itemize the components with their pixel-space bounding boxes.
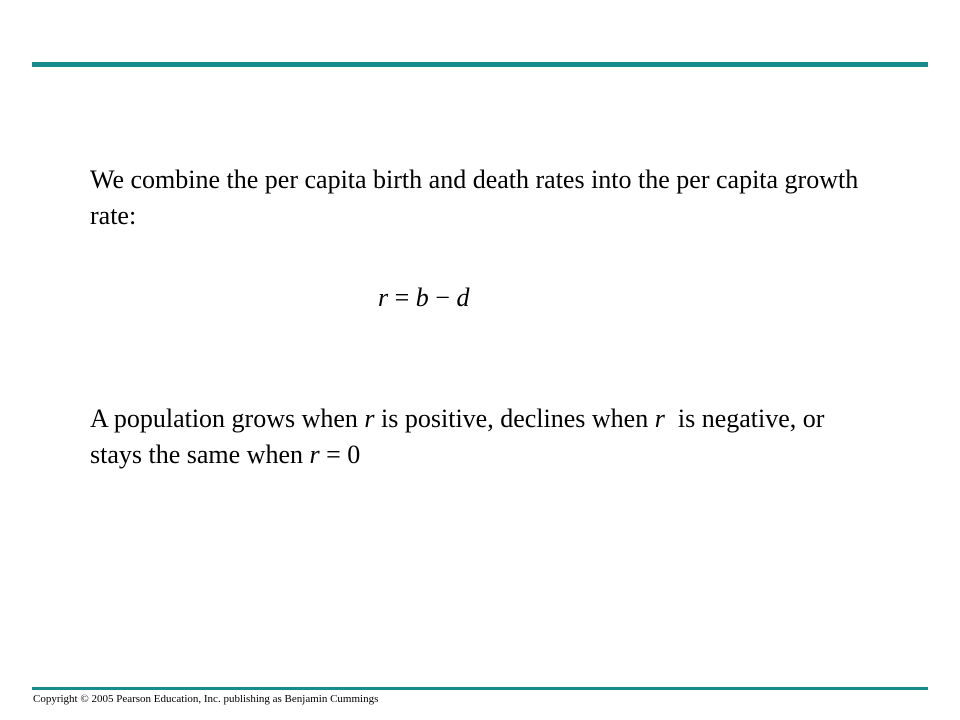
intro-paragraph: We combine the per capita birth and death rates into the per capita growth rate: xyxy=(90,165,859,230)
copyright-notice: Copyright © 2005 Pearson Education, Inc. publishing as Benjamin Cummings xyxy=(33,693,379,705)
conclusion-text-4: = 0 xyxy=(319,440,361,469)
conclusion-text-3: is negative, or stays the same when xyxy=(90,404,831,469)
conclusion-paragraph xyxy=(90,401,880,473)
top-divider xyxy=(32,62,928,67)
conclusion-var-r-2: r xyxy=(654,404,665,433)
equation-minus: − xyxy=(435,283,450,312)
conclusion-var-r-3: r xyxy=(309,440,320,469)
growth-rate-equation xyxy=(378,280,469,316)
equation-equals: = xyxy=(394,283,410,312)
conclusion-text-1: A population grows when xyxy=(90,404,365,433)
equation-lhs: r xyxy=(378,283,389,312)
equation-term-b: b xyxy=(415,283,429,312)
bottom-divider xyxy=(32,687,928,690)
equation-term-d: d xyxy=(456,283,470,312)
conclusion-var-r-1: r xyxy=(364,404,375,433)
conclusion-text-2: is positive, declines when xyxy=(374,404,655,433)
